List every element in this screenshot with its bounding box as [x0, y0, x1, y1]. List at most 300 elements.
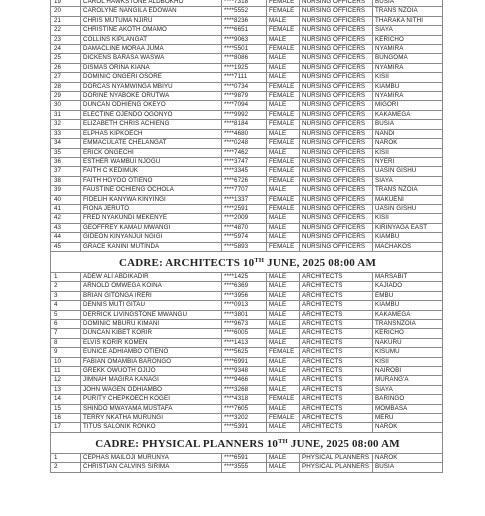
candidate-name-cell: FAITH C KEDIMUK: [81, 167, 222, 176]
table-row: [51, 214, 443, 223]
cadre-cell: ARCHITECTS: [300, 282, 373, 291]
row-number-cell: 21: [51, 16, 81, 25]
county-cell: KIAMBU: [373, 233, 443, 242]
id-number-cell: ****7111: [222, 73, 267, 82]
gender-cell: MALE: [267, 101, 300, 110]
shortlist-page: [50, 0, 442, 473]
table-row: [51, 395, 443, 404]
id-number-cell: ****6991: [222, 357, 267, 366]
county-cell: KERICHO: [373, 35, 443, 44]
gender-cell: FEMALE: [267, 92, 300, 101]
candidate-name-cell: DERRICK LIVINGSTONE MWANGU: [81, 310, 222, 319]
id-number-cell: ****7318: [222, 0, 267, 7]
candidate-name-cell: DISMAS ORINA KIANA: [81, 63, 222, 72]
candidate-name-cell: CHRIS MUTUMA NJIRU: [81, 16, 222, 25]
cadre-cell: ARCHITECTS: [300, 310, 373, 319]
gender-cell: FEMALE: [267, 120, 300, 129]
row-number-cell: 14: [51, 395, 81, 404]
id-number-cell: ****5391: [222, 423, 267, 432]
id-number-cell: ****5893: [222, 242, 267, 251]
table-row: [51, 63, 443, 72]
candidate-name-cell: DUNCAN KIBET KORIR: [81, 329, 222, 338]
table-row: [51, 7, 443, 16]
cadre-cell: NURSING OFFICERS: [300, 73, 373, 82]
physical-planners-rows: [51, 453, 443, 472]
gender-cell: FEMALE: [267, 45, 300, 54]
cadre-cell: NURSING OFFICERS: [300, 35, 373, 44]
nursing-officers-rows: [51, 0, 443, 251]
gender-cell: MALE: [267, 35, 300, 44]
row-number-cell: 7: [51, 329, 81, 338]
county-cell: NAIROBI: [373, 367, 443, 376]
candidate-name-cell: EMMACULATE CHELANGAT: [81, 139, 222, 148]
county-cell: UASIN GISHU: [373, 167, 443, 176]
row-number-cell: 2: [51, 463, 81, 472]
cadre-cell: ARCHITECTS: [300, 357, 373, 366]
id-number-cell: ****0248: [222, 139, 267, 148]
gender-cell: FEMALE: [267, 7, 300, 16]
row-number-cell: 44: [51, 233, 81, 242]
row-number-cell: 28: [51, 82, 81, 91]
gender-cell: MALE: [267, 186, 300, 195]
table-row: [51, 463, 443, 472]
gender-cell: MALE: [267, 301, 300, 310]
candidate-name-cell: FRED NYAKUNDI MEKENYE: [81, 214, 222, 223]
row-number-cell: 31: [51, 110, 81, 119]
gender-cell: FEMALE: [267, 157, 300, 166]
row-number-cell: 22: [51, 26, 81, 35]
county-cell: BUNGOMA: [373, 54, 443, 63]
table-row: [51, 92, 443, 101]
cadre-cell: NURSING OFFICERS: [300, 16, 373, 25]
cadre-cell: NURSING OFFICERS: [300, 157, 373, 166]
table-row: [51, 367, 443, 376]
candidate-name-cell: TITUS SALONIK RONKO: [81, 423, 222, 432]
candidate-name-cell: DENNIS MUTI GITAU: [81, 301, 222, 310]
gender-cell: FEMALE: [267, 176, 300, 185]
cadre-cell: NURSING OFFICERS: [300, 214, 373, 223]
gender-cell: FEMALE: [267, 395, 300, 404]
cadre-cell: NURSING OFFICERS: [300, 92, 373, 101]
id-number-cell: ****4870: [222, 223, 267, 232]
county-cell: SIAYA: [373, 26, 443, 35]
candidate-name-cell: DOMINIC ONGERI OSORE: [81, 73, 222, 82]
county-cell: KERICHO: [373, 329, 443, 338]
table-row: [51, 167, 443, 176]
table-row: [51, 329, 443, 338]
table-row: [51, 26, 443, 35]
id-number-cell: ****3956: [222, 291, 267, 300]
shortlist-table: [50, 0, 443, 473]
id-number-cell: ****3747: [222, 157, 267, 166]
row-number-cell: 39: [51, 186, 81, 195]
row-number-cell: 29: [51, 92, 81, 101]
candidate-name-cell: ESTHER WAMBUI NJOGU: [81, 157, 222, 166]
architects-cadre-heading: CADRE: ARCHITECTS 10TH JUNE, 2025 08:00 AM: [51, 251, 443, 272]
county-cell: KISII: [373, 73, 443, 82]
gender-cell: FEMALE: [267, 82, 300, 91]
county-cell: NAROK: [373, 423, 443, 432]
cadre-cell: NURSING OFFICERS: [300, 242, 373, 251]
row-number-cell: 20: [51, 7, 81, 16]
row-number-cell: 19: [51, 0, 81, 7]
gender-cell: FEMALE: [267, 204, 300, 213]
row-number-cell: 25: [51, 54, 81, 63]
table-row: [51, 282, 443, 291]
architects-rows: [51, 272, 443, 432]
table-row: [51, 338, 443, 347]
gender-cell: MALE: [267, 129, 300, 138]
id-number-cell: ****1425: [222, 272, 267, 281]
cadre-cell: ARCHITECTS: [300, 376, 373, 385]
row-number-cell: 43: [51, 223, 81, 232]
id-number-cell: ****3268: [222, 385, 267, 394]
county-cell: NYAMIRA: [373, 63, 443, 72]
county-cell: MARSABIT: [373, 272, 443, 281]
id-number-cell: ****6369: [222, 282, 267, 291]
id-number-cell: ****5501: [222, 45, 267, 54]
cadre-cell: ARCHITECTS: [300, 423, 373, 432]
cadre-cell: PHYSICAL PLANNERS: [300, 463, 373, 472]
row-number-cell: 26: [51, 63, 81, 72]
county-cell: NAROK: [373, 453, 443, 462]
candidate-name-cell: ARNOLD OMWEGA KOINA: [81, 282, 222, 291]
table-row: [51, 414, 443, 423]
table-row: [51, 195, 443, 204]
county-cell: NYAMIRA: [373, 92, 443, 101]
county-cell: MERU: [373, 414, 443, 423]
candidate-name-cell: ELIZABETH CHRIS ACHIENG: [81, 120, 222, 129]
county-cell: KAKAMEGA: [373, 110, 443, 119]
id-number-cell: ****7462: [222, 148, 267, 157]
gender-cell: MALE: [267, 291, 300, 300]
row-number-cell: 24: [51, 45, 81, 54]
cadre-cell: NURSING OFFICERS: [300, 7, 373, 16]
id-number-cell: ****3345: [222, 167, 267, 176]
county-cell: KAJIADO: [373, 282, 443, 291]
county-cell: KIRINYAGA EAST: [373, 223, 443, 232]
county-cell: KISII: [373, 148, 443, 157]
cadre-cell: ARCHITECTS: [300, 329, 373, 338]
cadre-cell: NURSING OFFICERS: [300, 110, 373, 119]
row-number-cell: 10: [51, 357, 81, 366]
cadre-cell: NURSING OFFICERS: [300, 167, 373, 176]
id-number-cell: ****1925: [222, 63, 267, 72]
gender-cell: MALE: [267, 223, 300, 232]
id-number-cell: ****8236: [222, 16, 267, 25]
cadre-cell: ARCHITECTS: [300, 414, 373, 423]
row-number-cell: 6: [51, 320, 81, 329]
cadre-cell: ARCHITECTS: [300, 272, 373, 281]
candidate-name-cell: CEPHAS MAILOJI MURUNYA: [81, 453, 222, 462]
table-row: [51, 404, 443, 413]
county-cell: KIAMBU: [373, 301, 443, 310]
candidate-name-cell: CAROLYNE NANGILA EDOWAN: [81, 7, 222, 16]
gender-cell: MALE: [267, 423, 300, 432]
cadre-cell: NURSING OFFICERS: [300, 63, 373, 72]
id-number-cell: ****6591: [222, 453, 267, 462]
row-number-cell: 1: [51, 272, 81, 281]
county-cell: KISUMU: [373, 348, 443, 357]
candidate-name-cell: CAROL HAWKSTONE ALDBOKHO: [81, 0, 222, 7]
cadre-cell: ARCHITECTS: [300, 385, 373, 394]
county-cell: BUSIA: [373, 120, 443, 129]
id-number-cell: ****9879: [222, 92, 267, 101]
cadre-cell: NURSING OFFICERS: [300, 82, 373, 91]
county-cell: KISII: [373, 214, 443, 223]
table-row: [51, 0, 443, 7]
table-row: [51, 272, 443, 281]
table-row: [51, 139, 443, 148]
cadre-cell: NURSING OFFICERS: [300, 233, 373, 242]
row-number-cell: 8: [51, 338, 81, 347]
gender-cell: MALE: [267, 16, 300, 25]
county-cell: BUSIA: [373, 0, 443, 7]
row-number-cell: 30: [51, 101, 81, 110]
cadre-cell: NURSING OFFICERS: [300, 45, 373, 54]
candidate-name-cell: DORCAS NYAMWINGA MBIYU: [81, 82, 222, 91]
candidate-name-cell: JOHN WAGEN ODHIAMBO: [81, 385, 222, 394]
gender-cell: FEMALE: [267, 0, 300, 7]
row-number-cell: 34: [51, 139, 81, 148]
county-cell: MACHAKOS: [373, 242, 443, 251]
row-number-cell: 35: [51, 148, 81, 157]
cadre-cell: ARCHITECTS: [300, 291, 373, 300]
table-row: [51, 204, 443, 213]
candidate-name-cell: PURITY CHEPKOECH KOGEI: [81, 395, 222, 404]
row-number-cell: 15: [51, 404, 81, 413]
cadre-cell: ARCHITECTS: [300, 301, 373, 310]
row-number-cell: 33: [51, 129, 81, 138]
gender-cell: MALE: [267, 272, 300, 281]
gender-cell: FEMALE: [267, 167, 300, 176]
gender-cell: MALE: [267, 54, 300, 63]
row-number-cell: 23: [51, 35, 81, 44]
table-row: [51, 320, 443, 329]
candidate-name-cell: GREKK OWUOTH OJIJO: [81, 367, 222, 376]
table-row: [51, 45, 443, 54]
gender-cell: FEMALE: [267, 26, 300, 35]
candidate-name-cell: DICKENS BARASA WASWA: [81, 54, 222, 63]
table-row: [51, 223, 443, 232]
table-row: [51, 101, 443, 110]
cadre-cell: NURSING OFFICERS: [300, 139, 373, 148]
id-number-cell: ****9063: [222, 35, 267, 44]
gender-cell: MALE: [267, 148, 300, 157]
table-row: [51, 157, 443, 166]
cadre-cell: NURSING OFFICERS: [300, 0, 373, 7]
gender-cell: MALE: [267, 329, 300, 338]
table-row: [51, 291, 443, 300]
table-row: [51, 385, 443, 394]
row-number-cell: 12: [51, 376, 81, 385]
gender-cell: MALE: [267, 338, 300, 347]
physical-planners-cadre-heading: CADRE: PHYSICAL PLANNERS 10TH JUNE, 2025 08:00 AM: [51, 432, 443, 453]
table-row: [51, 348, 443, 357]
county-cell: MIGORI: [373, 101, 443, 110]
county-cell: MOMBASA: [373, 404, 443, 413]
row-number-cell: 45: [51, 242, 81, 251]
candidate-name-cell: ERICK ONGECHI: [81, 148, 222, 157]
id-number-cell: ****6005: [222, 329, 267, 338]
county-cell: TRANS NZOIA: [373, 7, 443, 16]
candidate-name-cell: DUNCAN ODHIENG OKEYO: [81, 101, 222, 110]
cadre-cell: NURSING OFFICERS: [300, 26, 373, 35]
row-number-cell: 4: [51, 301, 81, 310]
id-number-cell: ****7605: [222, 404, 267, 413]
gender-cell: MALE: [267, 73, 300, 82]
table-row: [51, 242, 443, 251]
county-cell: NANDI: [373, 129, 443, 138]
candidate-name-cell: ELVIS KORIR KOMEN: [81, 338, 222, 347]
gender-cell: MALE: [267, 63, 300, 72]
id-number-cell: ****0734: [222, 82, 267, 91]
table-row: [51, 310, 443, 319]
id-number-cell: ****9673: [222, 320, 267, 329]
id-number-cell: ****4318: [222, 395, 267, 404]
gender-cell: FEMALE: [267, 139, 300, 148]
gender-cell: MALE: [267, 310, 300, 319]
candidate-name-cell: JIMNAH MAGIRA KANAGI: [81, 376, 222, 385]
gender-cell: MALE: [267, 233, 300, 242]
gender-cell: FEMALE: [267, 348, 300, 357]
table-row: [51, 16, 443, 25]
table-row: [51, 301, 443, 310]
id-number-cell: ****1337: [222, 195, 267, 204]
county-cell: SIAYA: [373, 385, 443, 394]
id-number-cell: ****5974: [222, 233, 267, 242]
county-cell: SIAYA: [373, 176, 443, 185]
planners-heading-section: [51, 432, 443, 453]
table-row: [51, 120, 443, 129]
gender-cell: MALE: [267, 320, 300, 329]
candidate-name-cell: ADEW ALI ABDIKADIR: [81, 272, 222, 281]
table-row: [51, 423, 443, 432]
id-number-cell: ****8086: [222, 54, 267, 63]
table-row: [51, 176, 443, 185]
table-row: [51, 82, 443, 91]
row-number-cell: 13: [51, 385, 81, 394]
candidate-name-cell: CHRISTIAN CALVINS SIRIMA: [81, 463, 222, 472]
candidate-name-cell: GIDEON KINYANJUI NGIGI: [81, 233, 222, 242]
candidate-name-cell: FAUSTINE OCHIENG OCHOLA: [81, 186, 222, 195]
row-number-cell: 17: [51, 423, 81, 432]
cadre-cell: NURSING OFFICERS: [300, 195, 373, 204]
row-number-cell: 37: [51, 167, 81, 176]
candidate-name-cell: DAMACLINE MORAA JUMA: [81, 45, 222, 54]
row-number-cell: 3: [51, 291, 81, 300]
id-number-cell: ****3555: [222, 463, 267, 472]
row-number-cell: 41: [51, 204, 81, 213]
cadre-cell: NURSING OFFICERS: [300, 101, 373, 110]
cadre-cell: ARCHITECTS: [300, 338, 373, 347]
cadre-cell: ARCHITECTS: [300, 348, 373, 357]
row-number-cell: 16: [51, 414, 81, 423]
id-number-cell: ****3801: [222, 310, 267, 319]
gender-cell: FEMALE: [267, 242, 300, 251]
id-number-cell: ****2009: [222, 214, 267, 223]
candidate-name-cell: FIONA JERUTO: [81, 204, 222, 213]
gender-cell: FEMALE: [267, 195, 300, 204]
architects-heading-section: [51, 251, 443, 272]
table-row: [51, 129, 443, 138]
id-number-cell: ****6726: [222, 176, 267, 185]
county-cell: NAKURU: [373, 338, 443, 347]
candidate-name-cell: DORINE NYABOKE ORUTWA: [81, 92, 222, 101]
candidate-name-cell: DOMINIC MBURU KIMANI: [81, 320, 222, 329]
county-cell: NYAMIRA: [373, 45, 443, 54]
county-cell: BUSIA: [373, 463, 443, 472]
table-row: [51, 376, 443, 385]
id-number-cell: ****6651: [222, 26, 267, 35]
county-cell: KISII: [373, 357, 443, 366]
row-number-cell: 42: [51, 214, 81, 223]
gender-cell: MALE: [267, 367, 300, 376]
candidate-name-cell: CHRISTINE AKOTH OMAMO: [81, 26, 222, 35]
county-cell: NYERI: [373, 157, 443, 166]
candidate-name-cell: FABIAN OMAMBIA BARONGO: [81, 357, 222, 366]
id-number-cell: ****1413: [222, 338, 267, 347]
gender-cell: MALE: [267, 385, 300, 394]
cadre-cell: ARCHITECTS: [300, 395, 373, 404]
county-cell: MURANG'A: [373, 376, 443, 385]
cadre-cell: NURSING OFFICERS: [300, 54, 373, 63]
table-row: [51, 357, 443, 366]
row-number-cell: 36: [51, 157, 81, 166]
gender-cell: MALE: [267, 214, 300, 223]
row-number-cell: 5: [51, 310, 81, 319]
id-number-cell: ****3202: [222, 414, 267, 423]
table-row: [51, 453, 443, 462]
county-cell: KAKAMEGA: [373, 310, 443, 319]
candidate-name-cell: EUNICE ADHIAMBO OTIENO: [81, 348, 222, 357]
id-number-cell: ****0913: [222, 301, 267, 310]
id-number-cell: ****5552: [222, 7, 267, 16]
row-number-cell: 40: [51, 195, 81, 204]
candidate-name-cell: FIDELIH KANYWA KINYINGI: [81, 195, 222, 204]
id-number-cell: ****2591: [222, 204, 267, 213]
id-number-cell: ****7707: [222, 186, 267, 195]
cadre-cell: ARCHITECTS: [300, 367, 373, 376]
gender-cell: MALE: [267, 282, 300, 291]
cadre-cell: NURSING OFFICERS: [300, 148, 373, 157]
row-number-cell: 38: [51, 176, 81, 185]
candidate-name-cell: COLLINS KIPLANGAT: [81, 35, 222, 44]
county-cell: TRANSNZOIA: [373, 320, 443, 329]
row-number-cell: 32: [51, 120, 81, 129]
id-number-cell: ****4680: [222, 129, 267, 138]
gender-cell: MALE: [267, 357, 300, 366]
table-row: [51, 35, 443, 44]
gender-cell: MALE: [267, 463, 300, 472]
table-row: [51, 54, 443, 63]
row-number-cell: 27: [51, 73, 81, 82]
id-number-cell: ****8184: [222, 120, 267, 129]
candidate-name-cell: FAITH HOYOO OTIENO: [81, 176, 222, 185]
cadre-cell: PHYSICAL PLANNERS: [300, 453, 373, 462]
county-cell: TRANS NZOIA: [373, 186, 443, 195]
county-cell: BARINGO: [373, 395, 443, 404]
candidate-name-cell: GEOFFREY KAMAU MWANGI: [81, 223, 222, 232]
candidate-name-cell: TERRY NKATHA MURUNGI: [81, 414, 222, 423]
table-row: [51, 148, 443, 157]
table-row: [51, 233, 443, 242]
id-number-cell: ****5625: [222, 348, 267, 357]
candidate-name-cell: SHINDO MWAYAMA MUSTAFA: [81, 404, 222, 413]
table-row: [51, 73, 443, 82]
id-number-cell: ****9992: [222, 110, 267, 119]
county-cell: KIAMBU: [373, 82, 443, 91]
